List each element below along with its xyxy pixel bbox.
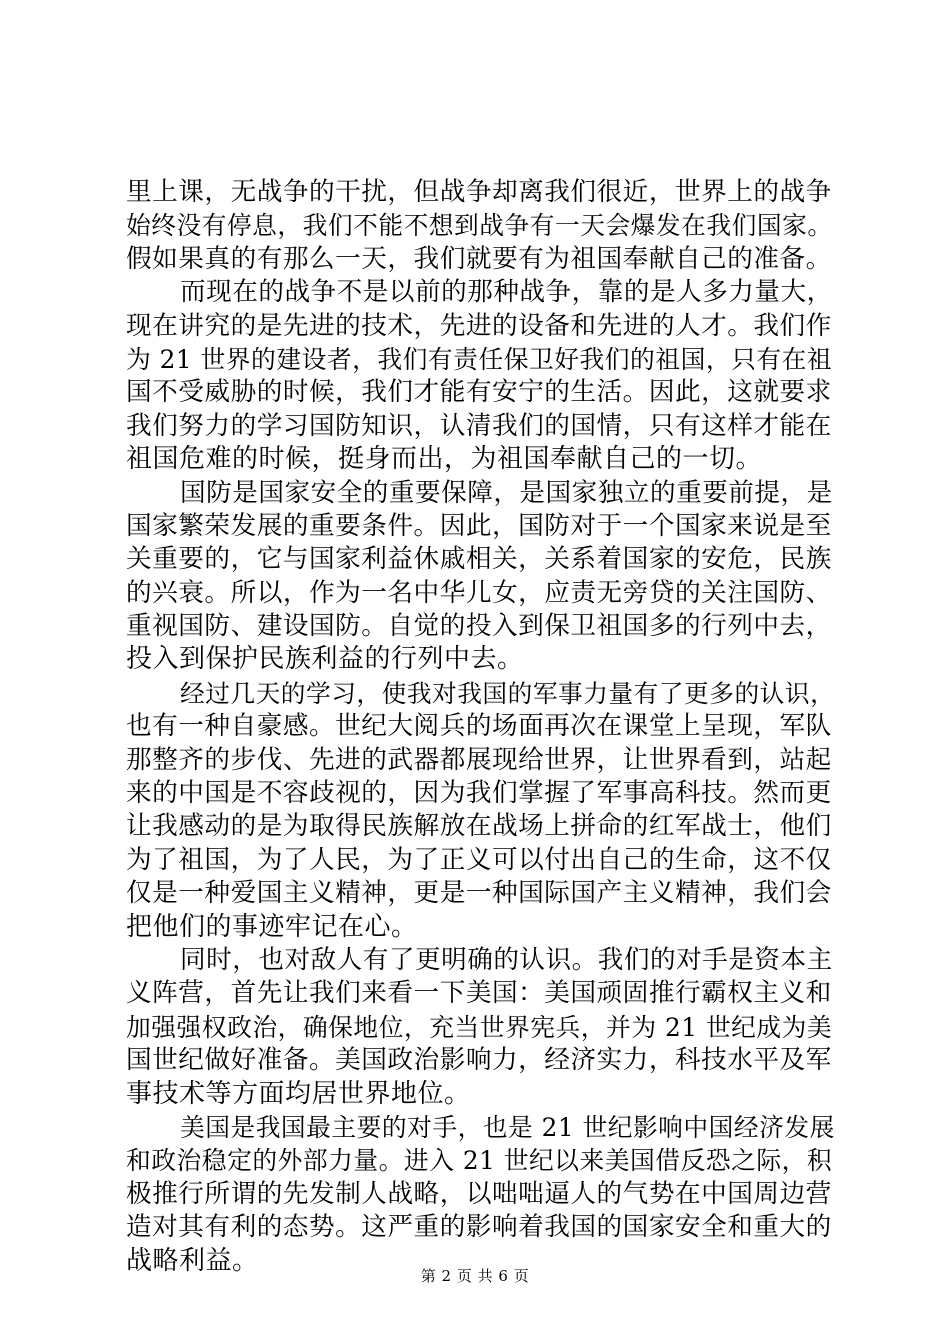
text-line: 重视国防、建设国防。自觉的投入到保卫祖国多的行列中去，: [126, 611, 832, 642]
text-line: 为了祖国，为了人民，为了正义可以付出自己的生命，这不仅: [126, 844, 832, 875]
text-line: 的兴衰。所以，作为一名中华儿女，应责无旁贷的关注国防、: [126, 577, 832, 608]
text-line: 极推行所谓的先发制人战略，以咄咄逼人的气势在中国周边营: [126, 1178, 832, 1209]
text-line: 战略利益。: [126, 1245, 259, 1276]
text-line: 义阵营，首先让我们来看一下美国：美国顽固推行霸权主义和: [126, 978, 832, 1009]
text-line: 国不受威胁的时候，我们才能有安宁的生活。因此，这就要求: [126, 377, 832, 408]
text-line: 加强强权政治，确保地位，充当世界宪兵，并为 21 世纪成为美: [126, 1012, 833, 1042]
text-line: 来的中国是不容歧视的，因为我们掌握了军事高科技。然而更: [126, 778, 832, 809]
paragraph-first-line: 同时，也对敌人有了更明确的认识。我们的对手是资本主: [180, 944, 833, 975]
text-line: 我们努力的学习国防知识，认清我们的国情，只有这样才能在: [126, 410, 832, 441]
paragraph-first-line: 经过几天的学习，使我对我国的军事力量有了更多的认识，: [180, 678, 836, 708]
page-footer: 第 2 页 共 6 页: [420, 1267, 530, 1285]
text-line: 把他们的事迹牢记在心。: [126, 911, 418, 942]
text-line: 仅是一种爱国主义精神，更是一种国际国产主义精神，我们会: [126, 878, 832, 909]
paragraph-first-line: 而现在的战争不是以前的那种战争，靠的是人多力量大，: [180, 277, 833, 308]
text-line: 祖国危难的时候，挺身而出，为祖国奉献自己的一切。: [126, 444, 763, 475]
text-line: 国世纪做好准备。美国政治影响力，经济实力，科技水平及军: [126, 1045, 832, 1076]
text-line: 为 21 世界的建设者，我们有责任保卫好我们的祖国，只有在祖: [126, 344, 833, 374]
text-line: 假如果真的有那么一天，我们就要有为祖国奉献自己的准备。: [126, 243, 832, 274]
text-line: 现在讲究的是先进的技术，先进的设备和先进的人才。我们作: [126, 310, 832, 341]
text-line: 国家繁荣发展的重要条件。因此，国防对于一个国家来说是至: [126, 510, 832, 541]
text-line: 造对其有利的态势。这严重的影响着我国的国家安全和重大的: [126, 1212, 832, 1243]
text-line: 让我感动的是为取得民族解放在战场上拼命的红军战士，他们: [126, 811, 832, 842]
text-line: 里上课，无战争的干扰，但战争却离我们很近，世界上的战争: [126, 177, 832, 207]
text-line: 关重要的，它与国家利益休戚相关，关系着国家的安危，民族: [126, 544, 832, 575]
text-line: 事技术等方面均居世界地位。: [126, 1078, 471, 1109]
text-line: 也有一种自豪感。世纪大阅兵的场面再次在课堂上呈现，军队: [126, 711, 832, 742]
text-line: 那整齐的步伐、先进的武器都展现给世界，让世界看到，站起: [126, 744, 832, 775]
paragraph-first-line: 国防是国家安全的重要保障，是国家独立的重要前提，是: [180, 477, 833, 508]
text-line: 投入到保护民族利益的行列中去。: [126, 644, 524, 675]
body-text: [126, 176, 836, 1278]
paragraph-first-line: 美国是我国最主要的对手，也是 21 世纪影响中国经济发展: [180, 1112, 835, 1142]
text-line: 始终没有停息，我们不能不想到战争有一天会爆发在我们国家。: [126, 211, 833, 241]
text-line: 和政治稳定的外部力量。进入 21 世纪以来美国借反恐之际，积: [126, 1146, 833, 1176]
